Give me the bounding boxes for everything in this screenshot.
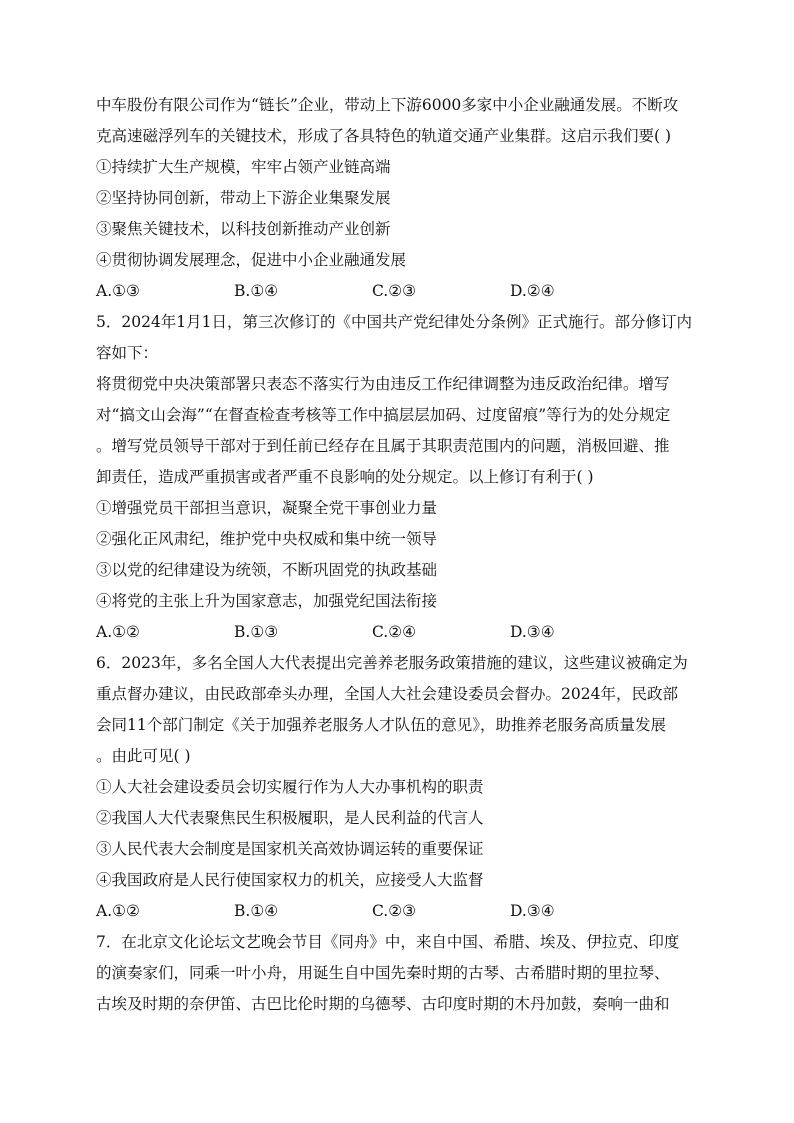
question-stem-line: 的演奏家们，同乘一叶小舟，用诞生自中国先秦时期的古琴、古希腊时期的里拉琴、 — [96, 964, 670, 982]
question-stem-line: 卸责任，造成严重损害或者严重不良影响的处分规定。以上修订有利于( ) — [96, 468, 594, 486]
question-stem-line: 克高速磁浮列车的关键技术，形成了各具特色的轨道交通产业集群。这启示我们要( ) — [96, 127, 672, 145]
choice-a: A.①② — [96, 623, 140, 641]
question-4-tail — [96, 90, 696, 307]
question-stem-line: 。由此可见( ) — [96, 747, 191, 765]
choice-d: D.③④ — [510, 902, 555, 920]
question-stem-line: 会同11个部门制定《关于加强养老服务人才队伍的意见》，助推养老服务高质量发展 — [96, 716, 666, 734]
statement-option: ①人大社会建设委员会切实履行作为人大办事机构的职责 — [96, 778, 484, 796]
choice-c: C.②③ — [372, 282, 417, 300]
choice-b: B.①④ — [234, 902, 279, 920]
question-6 — [96, 648, 696, 927]
answer-choices — [96, 276, 696, 307]
question-7 — [96, 927, 696, 1020]
choice-d: D.②④ — [510, 282, 555, 300]
statement-option: ③以党的纪律建设为统领，不断巩固党的执政基础 — [96, 561, 438, 579]
statement-option: ④贯彻协调发展理念，促进中小企业融通发展 — [96, 251, 407, 269]
question-stem-line: 7．在北京文化论坛文艺晚会节目《同舟》中，来自中国、希腊、埃及、伊拉克、印度 — [96, 933, 680, 951]
choice-a: A.①③ — [96, 282, 140, 300]
page-content — [96, 90, 696, 1020]
question-stem-line: 对“搞文山会海”“在督查检查考核等工作中搞层层加码、过度留痕”等行为的处分规定 — [96, 406, 671, 424]
question-stem-line: 5．2024年1月1日，第三次修订的《中国共产党纪律处分条例》正式施行。部分修订内 — [96, 313, 693, 331]
statement-option: ③人民代表大会制度是国家机关高效协调运转的重要保证 — [96, 840, 484, 858]
choice-b: B.①③ — [234, 623, 279, 641]
question-stem-line: 6．2023年，多名全国人大代表提出完善养老服务政策措施的建议，这些建议被确定为 — [96, 654, 688, 672]
statement-option: ④我国政府是人民行使国家权力的机关，应接受人大监督 — [96, 871, 484, 889]
choice-a: A.①② — [96, 902, 140, 920]
choice-d: D.③④ — [510, 623, 555, 641]
answer-choices — [96, 617, 696, 648]
question-stem-line: 中车股份有限公司作为“链长”企业，带动上下游6000多家中小企业融通发展。不断攻 — [96, 96, 679, 114]
question-stem-line: 古埃及时期的奈伊笛、古巴比伦时期的乌德琴、古印度时期的木丹加鼓，奏响一曲和 — [96, 995, 670, 1013]
statement-option: ②我国人大代表聚焦民生积极履职，是人民利益的代言人 — [96, 809, 484, 827]
question-stem-line: 将贯彻党中央决策部署只表态不落实行为由违反工作纪律调整为违反政治纪律。增写 — [96, 375, 670, 393]
choice-c: C.②④ — [372, 623, 417, 641]
question-stem-line: 。增写党员领导干部对于到任前已经存在且属于其职责范围内的问题，消极回避、推 — [96, 437, 670, 455]
answer-choices — [96, 896, 696, 927]
statement-option: ①增强党员干部担当意识，凝聚全党干事创业力量 — [96, 499, 438, 517]
question-stem-line: 重点督办建议，由民政部牵头办理，全国人大社会建设委员会督办。2024年，民政部 — [96, 685, 678, 703]
question-stem-line: 容如下： — [96, 344, 159, 362]
choice-c: C.②③ — [372, 902, 417, 920]
statement-option: ②强化正风肃纪，维护党中央权威和集中统一领导 — [96, 530, 438, 548]
choice-b: B.①④ — [234, 282, 279, 300]
question-5 — [96, 307, 696, 648]
statement-option: ②坚持协同创新，带动上下游企业集聚发展 — [96, 189, 391, 207]
statement-option: ③聚焦关键技术，以科技创新推动产业创新 — [96, 220, 391, 238]
statement-option: ④将党的主张上升为国家意志，加强党纪国法衔接 — [96, 592, 438, 610]
statement-option: ①持续扩大生产规模，牢牢占领产业链高端 — [96, 158, 391, 176]
